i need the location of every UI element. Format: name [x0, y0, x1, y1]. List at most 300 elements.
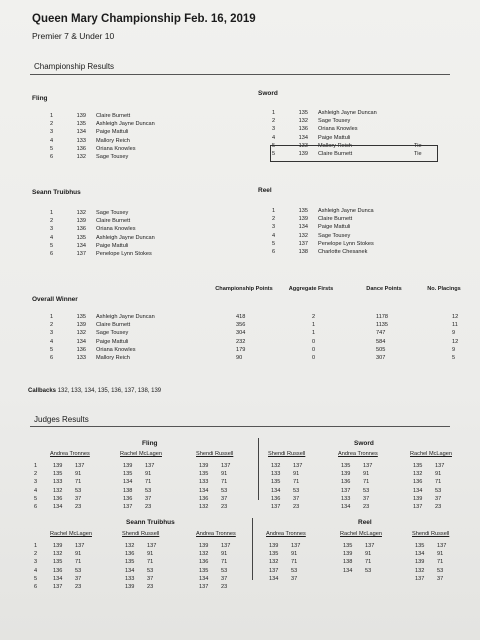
score-points: 91	[75, 551, 82, 558]
judge-score-row	[415, 567, 465, 575]
judge-name: Shendi Russell	[122, 531, 160, 537]
dancer-number: 134	[298, 134, 308, 141]
judge-score-row	[413, 470, 463, 478]
dancer-number: 132	[415, 567, 425, 574]
place: 3	[272, 224, 276, 231]
dance-points: 1135	[376, 322, 389, 329]
judge-score-row	[123, 462, 173, 470]
fling-row	[50, 120, 250, 128]
score-points: 53	[75, 487, 82, 494]
dancer-number: 139	[199, 463, 209, 469]
dancer-number: 134	[413, 487, 423, 494]
score-points: 71	[145, 479, 152, 486]
score-points: 71	[147, 559, 154, 566]
score-points: 37	[147, 575, 154, 582]
judge-score-row	[341, 462, 391, 470]
judge-score-row	[271, 495, 321, 503]
dancer-name: Oriana Knowles	[96, 346, 136, 353]
dancer-number: 132	[271, 463, 281, 469]
dancer-number: 138	[343, 559, 353, 566]
dancer-number: 136	[53, 567, 63, 574]
judge-score-row	[269, 550, 319, 558]
place: 4	[272, 232, 276, 239]
aggregate-firsts: 1	[312, 322, 316, 329]
seann-row	[50, 250, 250, 258]
dancer-number: 134	[125, 567, 135, 574]
aggregate-firsts: 0	[312, 355, 316, 361]
judge-score-row	[199, 558, 249, 566]
overall-heading: Overall Winner	[32, 296, 78, 303]
seann-heading: Seann Truibhus	[32, 189, 81, 196]
score-points: 37	[145, 495, 152, 502]
dancer-number: 137	[341, 487, 351, 494]
aggregate-firsts: 0	[312, 338, 316, 345]
score-points: 71	[291, 559, 298, 566]
judge-name: Shendi Russell	[412, 531, 450, 537]
dancer-name: Paige Mattuli	[96, 129, 129, 136]
judge-score-row	[199, 542, 249, 550]
judges-row-label: 1	[34, 543, 38, 549]
score-points: 23	[293, 504, 300, 510]
place: 5	[50, 242, 54, 249]
judge-score-row	[199, 583, 249, 591]
championship-results-heading: Championship Results	[34, 62, 115, 71]
championship-divider	[30, 74, 450, 75]
score-points: 23	[75, 584, 82, 590]
dancer-number: 133	[76, 355, 86, 361]
seann-row	[50, 209, 250, 217]
judge-score-row	[125, 583, 175, 591]
score-points: 53	[291, 567, 298, 574]
score-points: 71	[75, 559, 82, 566]
dancer-name: Claire Burnett	[318, 151, 353, 157]
judge-score-row	[413, 478, 463, 486]
judges-row-label: 2	[34, 551, 38, 558]
judges-seann-heading: Seann Truibhus	[126, 519, 175, 526]
reel-heading: Reel	[258, 187, 272, 194]
tie-box	[270, 145, 438, 162]
dancer-number: 135	[271, 479, 281, 486]
seann-row	[50, 242, 250, 250]
judges-bottom-separator	[252, 518, 253, 580]
place: 4	[50, 234, 54, 241]
score-points: 71	[221, 559, 228, 566]
place: 4	[50, 338, 54, 345]
place: 5	[272, 142, 276, 149]
placings: 5	[452, 355, 456, 361]
judges-row-label: 5	[34, 495, 38, 502]
dancer-name: Sage Tousey	[96, 330, 129, 337]
dancer-number: 132	[76, 210, 86, 216]
place: 1	[50, 210, 54, 216]
score-points: 71	[365, 559, 372, 566]
dancer-number: 134	[298, 224, 308, 231]
score-points: 71	[363, 479, 370, 486]
dancer-number: 137	[269, 567, 279, 574]
dancer-number: 135	[199, 471, 209, 478]
dancer-number: 135	[53, 559, 63, 566]
dancer-number: 134	[76, 129, 86, 136]
score-points: 137	[145, 463, 155, 469]
place: 6	[272, 249, 276, 255]
judges-reel-heading: Reel	[358, 519, 372, 526]
dancer-number: 136	[199, 495, 209, 502]
place: 6	[50, 355, 54, 361]
score-points: 71	[221, 479, 228, 486]
overall-row	[50, 329, 470, 337]
overall-row	[50, 338, 470, 346]
dancer-number: 136	[298, 126, 308, 133]
judges-results-heading: Judges Results	[34, 415, 89, 424]
dancer-number: 135	[413, 463, 423, 469]
judge-score-row	[413, 462, 463, 470]
judge-score-row	[125, 575, 175, 583]
judge-score-row	[199, 487, 249, 495]
judge-score-row	[199, 503, 249, 511]
judge-score-row	[53, 550, 103, 558]
judge-score-row	[53, 478, 103, 486]
judge-score-row	[413, 503, 463, 511]
place: 3	[50, 226, 54, 233]
score-points: 53	[437, 567, 444, 574]
score-points: 71	[75, 479, 82, 486]
dancer-number: 132	[53, 551, 63, 558]
judge-score-row	[199, 567, 249, 575]
judge-score-row	[53, 575, 103, 583]
dancer-name: Charlotte Chesanek	[318, 249, 368, 255]
score-points: 91	[293, 471, 300, 478]
seann-row	[50, 234, 250, 242]
dancer-name: Sage Tousey	[96, 154, 129, 160]
reel-row	[272, 240, 472, 248]
callbacks-line	[28, 388, 161, 394]
judge-score-row	[123, 478, 173, 486]
dancer-name: Penelope Lynn Stokes	[96, 251, 152, 257]
dancer-number: 132	[125, 543, 135, 549]
dancer-number: 136	[76, 346, 86, 353]
dancer-number: 133	[53, 479, 63, 486]
dancer-number: 135	[53, 471, 63, 478]
dancer-number: 135	[298, 208, 308, 214]
place: 1	[50, 314, 54, 320]
dancer-number: 132	[199, 551, 209, 558]
dancer-number: 139	[53, 463, 63, 469]
overall-row	[50, 313, 470, 321]
aggregate-firsts: 2	[312, 314, 316, 320]
overall-row	[50, 321, 470, 329]
judge-name: Andrea Tronnes	[338, 451, 378, 457]
dancer-name: Claire Burnett	[96, 113, 131, 119]
dancer-number: 134	[343, 567, 353, 574]
score-points: 23	[221, 504, 228, 510]
dancer-number: 137	[271, 504, 281, 510]
dancer-number: 136	[413, 479, 423, 486]
score-points: 91	[435, 471, 442, 478]
score-points: 23	[75, 504, 82, 510]
judge-score-row	[271, 503, 321, 511]
dancer-number: 139	[53, 543, 63, 549]
judge-name: Rachel McLagen	[120, 451, 162, 457]
place: 1	[50, 113, 54, 119]
dancer-number: 134	[415, 551, 425, 558]
judges-sword-heading: Sword	[354, 440, 374, 447]
score-points: 71	[293, 479, 300, 486]
championship-points: 90	[236, 355, 243, 361]
dancer-number: 133	[341, 495, 351, 502]
score-points: 137	[75, 543, 85, 549]
place: 2	[50, 322, 54, 329]
dance-points: 307	[376, 355, 386, 361]
judge-score-row	[53, 558, 103, 566]
judge-score-row	[415, 558, 465, 566]
place: 3	[50, 330, 54, 337]
dancer-number: 134	[76, 338, 86, 345]
dancer-name: Paige Mattuli	[96, 338, 129, 345]
sword-row	[272, 109, 472, 117]
reel-row	[272, 232, 472, 240]
dancer-number: 137	[413, 504, 423, 510]
seann-row	[50, 225, 250, 233]
score-points: 23	[435, 504, 442, 510]
score-points: 53	[221, 487, 228, 494]
score-points: 137	[293, 463, 303, 469]
fling-row	[50, 112, 250, 120]
dancer-name: Mallory Reich	[96, 355, 130, 361]
fling-row	[50, 153, 250, 161]
score-points: 23	[363, 504, 370, 510]
score-points: 53	[365, 567, 372, 574]
score-points: 37	[293, 495, 300, 502]
seann-row	[50, 217, 250, 225]
reel-row	[272, 248, 472, 256]
dancer-number: 132	[199, 504, 209, 510]
championship-points: 356	[236, 322, 246, 329]
dancer-number: 135	[125, 559, 135, 566]
judge-score-row	[199, 575, 249, 583]
sword-row	[272, 125, 472, 133]
sword-row	[272, 117, 472, 125]
judge-score-row	[341, 503, 391, 511]
aggregate-firsts: 0	[312, 346, 316, 353]
dancer-name: Claire Burnett	[96, 322, 131, 329]
judge-score-row	[413, 495, 463, 503]
fling-row	[50, 128, 250, 136]
judge-score-row	[53, 470, 103, 478]
dancer-number: 132	[76, 330, 86, 337]
score-points: 137	[437, 543, 447, 549]
dancer-number: 139	[341, 471, 351, 478]
score-points: 91	[221, 471, 228, 478]
dancer-number: 139	[269, 543, 279, 549]
dancer-number: 135	[269, 551, 279, 558]
header-dance-points: Dance Points	[366, 286, 402, 292]
tie-note: Tie	[414, 151, 422, 157]
championship-points: 304	[236, 330, 246, 337]
judge-score-row	[269, 567, 319, 575]
championship-points: 418	[236, 314, 246, 320]
judge-score-row	[341, 478, 391, 486]
judge-score-row	[343, 550, 393, 558]
dancer-name: Sage Tousey	[318, 232, 351, 239]
dancer-number: 139	[123, 463, 133, 469]
judge-score-row	[269, 542, 319, 550]
fling-row	[50, 137, 250, 145]
dancer-name: Mallory Reich	[318, 142, 352, 149]
dancer-number: 136	[199, 559, 209, 566]
dancer-number: 132	[269, 559, 279, 566]
dancer-number: 133	[199, 479, 209, 486]
place: 2	[50, 121, 54, 128]
page-title: Queen Mary Championship Feb. 16, 2019	[32, 13, 256, 25]
placings: 12	[452, 338, 459, 345]
score-points: 37	[221, 495, 228, 502]
judge-score-row	[125, 550, 175, 558]
judge-score-row	[269, 575, 319, 583]
aggregate-firsts: 1	[312, 330, 316, 337]
judge-score-row	[415, 550, 465, 558]
place: 5	[50, 346, 54, 353]
dancer-number: 139	[125, 584, 135, 590]
judges-row-label: 3	[34, 559, 38, 566]
place: 2	[272, 216, 276, 223]
dancer-number: 136	[53, 495, 63, 502]
dancer-number: 136	[76, 145, 86, 152]
dancer-number: 137	[199, 584, 209, 590]
judge-score-row	[415, 542, 465, 550]
dancer-number: 134	[269, 575, 279, 582]
judges-row-label: 6	[34, 504, 38, 510]
dancer-number: 135	[415, 543, 425, 549]
judge-score-row	[341, 495, 391, 503]
dancer-number: 135	[76, 314, 86, 320]
place: 4	[272, 134, 276, 141]
judge-score-row	[53, 495, 103, 503]
dancer-number: 136	[123, 495, 133, 502]
place: 5	[50, 145, 54, 152]
judge-name: Rachel McLagen	[410, 451, 452, 457]
judge-name: Andrea Tronnes	[266, 531, 306, 537]
placings: 11	[452, 322, 458, 329]
judges-divider	[30, 426, 450, 427]
judges-top-separator	[258, 438, 259, 500]
judges-row-label: 6	[34, 584, 38, 590]
score-points: 53	[221, 567, 228, 574]
dancer-number: 135	[298, 110, 308, 116]
score-points: 91	[145, 471, 152, 478]
dancer-number: 138	[298, 249, 308, 255]
dancer-number: 134	[199, 575, 209, 582]
dancer-number: 139	[76, 322, 86, 329]
dance-points: 1178	[376, 314, 389, 320]
dance-points: 505	[376, 346, 386, 353]
judge-score-row	[123, 470, 173, 478]
fling-row	[50, 145, 250, 153]
dancer-name: Ashleigh Jayne Dunca	[318, 208, 374, 214]
header-aggregate-firsts: Aggregate Firsts	[288, 286, 334, 292]
dancer-number: 138	[123, 487, 133, 494]
judge-score-row	[271, 470, 321, 478]
score-points: 37	[75, 575, 82, 582]
judge-score-row	[271, 478, 321, 486]
dancer-number: 133	[298, 142, 308, 149]
place: 4	[50, 137, 54, 144]
score-points: 37	[437, 575, 444, 582]
dancer-number: 137	[415, 575, 425, 582]
score-points: 53	[147, 567, 154, 574]
score-points: 91	[437, 551, 444, 558]
dancer-number: 139	[343, 551, 353, 558]
callbacks-label: Callbacks	[28, 388, 57, 394]
dancer-name: Oriana Knowles	[318, 126, 358, 133]
dancer-name: Ashleigh Jayne Duncan	[96, 314, 155, 320]
dancer-number: 139	[76, 113, 86, 119]
sword-row	[272, 134, 472, 142]
score-points: 37	[221, 575, 228, 582]
dancer-number: 135	[199, 567, 209, 574]
callbacks-value: 132, 133, 134, 135, 136, 137, 138, 139	[57, 388, 162, 394]
judge-name: Rachel McLagen	[50, 531, 92, 537]
judge-score-row	[413, 487, 463, 495]
judge-name: Andrea Tronnes	[196, 531, 236, 537]
dancer-number: 136	[341, 479, 351, 486]
judge-score-row	[415, 575, 465, 583]
dancer-number: 133	[125, 575, 135, 582]
score-points: 137	[291, 543, 301, 549]
dancer-number: 134	[53, 504, 63, 510]
dancer-number: 139	[415, 559, 425, 566]
dancer-name: Paige Mattuli	[318, 134, 351, 141]
dancer-number: 136	[125, 551, 135, 558]
dancer-name: Ashleigh Jayne Duncan	[96, 234, 155, 241]
judge-score-row	[343, 542, 393, 550]
judge-score-row	[53, 567, 103, 575]
judge-score-row	[341, 470, 391, 478]
score-points: 53	[145, 487, 152, 494]
placings: 9	[452, 330, 456, 337]
reel-row	[272, 207, 472, 215]
dancer-number: 134	[199, 487, 209, 494]
judge-score-row	[271, 487, 321, 495]
place: 3	[50, 129, 54, 136]
fling-heading: Fling	[32, 95, 48, 102]
score-points: 71	[437, 559, 444, 566]
header-championship-points: Championship Points	[215, 286, 273, 292]
judge-score-row	[53, 487, 103, 495]
judges-row-label: 3	[34, 479, 38, 486]
score-points: 91	[147, 551, 154, 558]
judge-score-row	[199, 550, 249, 558]
judge-score-row	[341, 487, 391, 495]
sword-heading: Sword	[258, 90, 278, 97]
score-points: 137	[221, 543, 231, 549]
place: 5	[272, 151, 276, 157]
place: 5	[272, 240, 276, 247]
placings: 9	[452, 346, 456, 353]
dancer-number: 139	[76, 218, 86, 225]
score-points: 91	[221, 551, 228, 558]
dancer-number: 134	[76, 242, 86, 249]
dancer-name: Claire Burnett	[96, 218, 131, 225]
judge-score-row	[199, 462, 249, 470]
judges-fling-heading: Fling	[142, 440, 158, 447]
dancer-name: Sage Tousey	[318, 118, 351, 125]
score-points: 53	[293, 487, 300, 494]
judges-row-label: 2	[34, 471, 38, 478]
dance-points: 584	[376, 338, 386, 345]
dancer-number: 132	[298, 118, 308, 125]
score-points: 137	[75, 463, 85, 469]
dancer-name: Mallory Reich	[96, 137, 130, 144]
